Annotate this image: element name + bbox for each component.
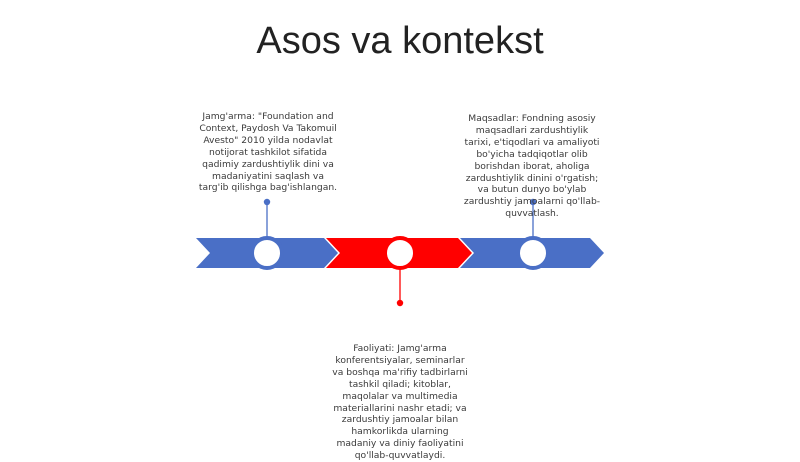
connector-dot-2 bbox=[397, 300, 403, 306]
milestone-text-goals: Maqsadlar: Fondning asosiy maqsadlari zardushtiylik tarixi, e'tiqodlari va amaliyoti bo'yicha tadqiqotlar olib borishdan iborat, aholiga zardushtiylik dinini o'rgatish; va butun dunyo bo'ylab zardushtiy jamoalarni qo'llab-quvvatlash. bbox=[463, 113, 601, 220]
connector-dot-1 bbox=[264, 199, 270, 205]
milestone-text-foundation: Jamg'arma: "Foundation and Context, Paydosh Va Takomuil Avesto" 2010 yilda nodavlat notijorat tashkilot sifatida qadimiy zardushtiylik dini va madaniyatini saqlash va targ'ib qilishga bag'ishlangan. bbox=[198, 111, 338, 194]
milestone-ring-3 bbox=[518, 238, 548, 268]
milestone-ring-2 bbox=[385, 238, 415, 268]
slide-title: Asos va kontekst bbox=[256, 20, 544, 62]
milestone-ring-1 bbox=[252, 238, 282, 268]
milestone-text-activities: Faoliyati: Jamg'arma konferentsiyalar, seminarlar va boshqa ma'rifiy tadbirlarni tashkil qiladi; kitoblar, maqolalar va multimedia materiallarini nashr etadi; va zardushtiy jamoalar bilan hamkorlikda ularning madaniy va diniy faoliyatini qo'llab-quvvatlaydi. bbox=[332, 343, 468, 462]
